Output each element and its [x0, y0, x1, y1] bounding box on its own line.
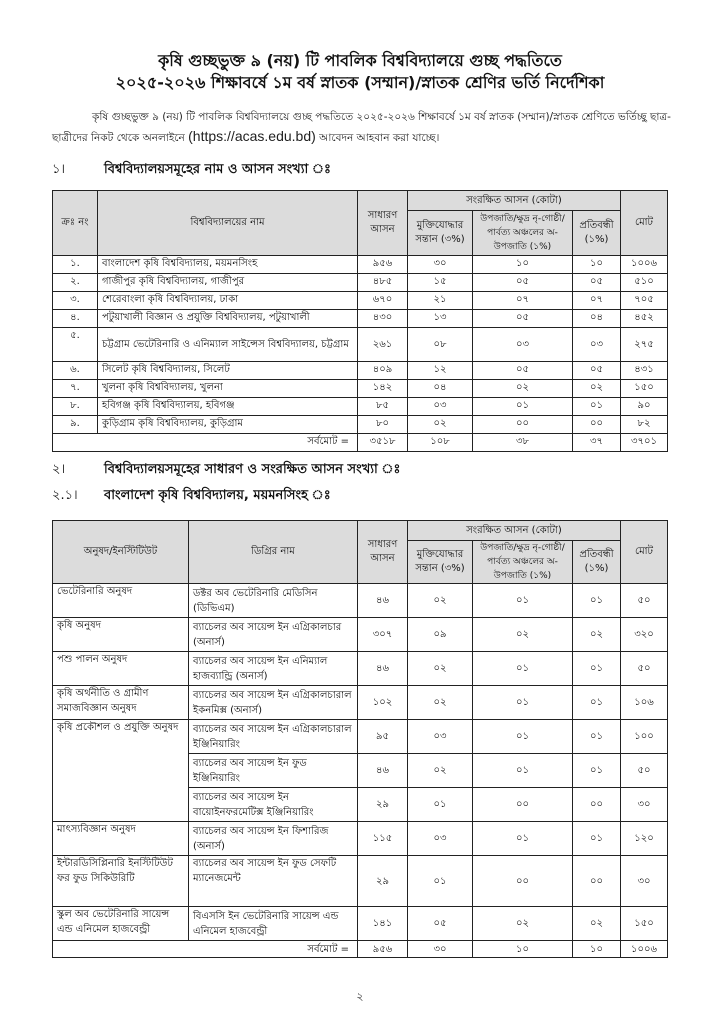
- header-freedom-fighter-quota: মুক্তিযোদ্ধার সন্তান (৩%): [408, 541, 473, 584]
- cell-ethnic: ০৫: [473, 362, 573, 380]
- cell-serial: ১.: [53, 256, 98, 274]
- header-degree: ডিগ্রির নাম: [189, 521, 358, 584]
- cell-faculty: ইন্টারডিসিপ্লিনারি ইনস্টিটিউট ফর ফুড সিকিউরিটি: [53, 856, 189, 907]
- cell-freedom-fighter: ০২: [408, 652, 473, 686]
- cell-freedom-fighter: ০২: [408, 686, 473, 720]
- table-row: [53, 686, 668, 720]
- cell-serial: ৬.: [53, 362, 98, 380]
- total-total: ১০০৬: [621, 941, 668, 958]
- cell-degree: ব্যাচেলর অব সায়েন্স ইন এগ্রিকালচার (অনার্স): [189, 618, 358, 652]
- cell-disabled: ০১: [573, 822, 621, 856]
- cell-university-name: খুলনা কৃষি বিশ্ববিদ্যালয়, খুলনা: [98, 380, 358, 398]
- cell-degree: ডক্টর অব ভেটেরিনারি মেডিসিন (ডিভিএম): [189, 584, 358, 618]
- header-general-seats: সাধারণ আসন: [358, 521, 408, 584]
- intro-text-end: আবেদন আহবান করা যাচ্ছে।: [319, 132, 440, 144]
- cell-total: ১৫০: [621, 907, 668, 941]
- total-label: সর্বমোট =: [53, 941, 358, 958]
- cell-total: ৫১০: [621, 274, 668, 292]
- cell-disabled: ০০: [573, 788, 621, 822]
- cell-ethnic: ০১: [473, 652, 573, 686]
- table-row: [53, 398, 668, 416]
- header-disabled-quota: প্রতিবন্ধী (১%): [573, 211, 621, 256]
- cell-degree: বিএসসি ইন ভেটেরিনারি সায়েন্স এন্ড এনিমেল হাজবেন্ড্রী: [189, 907, 358, 941]
- cell-ethnic: ০০: [473, 856, 573, 907]
- header-reserved-seats: সংরক্ষিত আসন (কোটা): [408, 191, 621, 211]
- cell-disabled: ০২: [573, 618, 621, 652]
- section-number: ২.১।: [52, 488, 78, 503]
- cell-serial: ৩.: [53, 292, 98, 310]
- cell-general: ৪৬: [358, 584, 408, 618]
- cell-degree: ব্যাচেলর অব সায়েন্স ইন ফুড সেফটি ম্যানেজমেন্ট: [189, 856, 358, 907]
- total-ethnic: ১০: [473, 941, 573, 958]
- table-row: [53, 328, 668, 362]
- cell-ethnic: ০১: [473, 584, 573, 618]
- table-row: [53, 380, 668, 398]
- cell-general: ১৪১: [358, 907, 408, 941]
- cell-degree: ব্যাচেলর অব সায়েন্স ইন ফুড ইঞ্জিনিয়ারিং: [189, 754, 358, 788]
- bau-faculty-seats-table: [52, 520, 668, 958]
- cell-university-name: হবিগঞ্জ কৃষি বিশ্ববিদ্যালয়, হবিগঞ্জ: [98, 398, 358, 416]
- cell-university-name: সিলেট কৃষি বিশ্ববিদ্যালয়, সিলেট: [98, 362, 358, 380]
- cell-disabled: ০৩: [573, 328, 621, 362]
- cell-serial: ৮.: [53, 398, 98, 416]
- header-reserved-seats: সংরক্ষিত আসন (কোটা): [408, 521, 621, 541]
- cell-degree: ব্যাচেলর অব সায়েন্স ইন এগ্রিকালচারাল ইকনমিক্স (অনার্স): [189, 686, 358, 720]
- cell-total: ৯০: [621, 398, 668, 416]
- total-row: [53, 941, 668, 958]
- intro-text: কৃষি গুচ্ছভুক্ত ৯ (নয়) টি পাবলিক বিশ্ববিদ্যালয়ে গুচ্ছ পদ্ধতিতে ২০২৫-২০২৬ শিক্ষাবর্ষে ১ম বর্ষ স্নাতক (সম্মান)/স্নাতক শ্রেণিতে ভর্তিচ্ছু ছাত্র-ছাত্রীদের নিকট থেকে অনলাইনে: [52, 111, 671, 144]
- cell-general: ৩০৭: [358, 618, 408, 652]
- header-total: মোট: [621, 191, 668, 256]
- cell-general: ৪৩০: [358, 310, 408, 328]
- application-url-link[interactable]: (https://acas.edu.bd): [188, 128, 316, 144]
- cell-disabled: ০৭: [573, 292, 621, 310]
- cell-serial: ৭.: [53, 380, 98, 398]
- cell-degree: ব্যাচেলর অব সায়েন্স ইন বায়োইনফরমেটিক্স ইঞ্জিনিয়ারিং: [189, 788, 358, 822]
- cell-serial: ৯.: [53, 416, 98, 434]
- cell-serial: ৫.: [53, 328, 98, 362]
- intro-paragraph: [52, 108, 672, 148]
- cell-ethnic: ০২: [473, 907, 573, 941]
- cell-general: ৪৮৫: [358, 274, 408, 292]
- cell-total: ১২০: [621, 822, 668, 856]
- total-total: ৩৭০১: [621, 434, 668, 452]
- header-general-seats: সাধারণ আসন: [358, 191, 408, 256]
- cell-general: ২৯: [358, 788, 408, 822]
- cell-faculty: কৃষি অর্থনীতি ও গ্রামীণ সমাজবিজ্ঞান অনুষদ: [53, 686, 189, 720]
- table-row: [53, 292, 668, 310]
- table-row: [53, 856, 668, 907]
- cell-disabled: ১০: [573, 256, 621, 274]
- cell-general: ৪৬: [358, 754, 408, 788]
- cell-freedom-fighter: ১৩: [408, 310, 473, 328]
- section-2-heading: [52, 460, 401, 480]
- table-row: [53, 907, 668, 941]
- cell-freedom-fighter: ০৩: [408, 822, 473, 856]
- cell-university-name: চট্টগ্রাম ভেটেরিনারি ও এনিম্যাল সাইন্সেস বিশ্ববিদ্যালয়, চট্টগ্রাম: [98, 328, 358, 362]
- cell-total: ৭০৫: [621, 292, 668, 310]
- cell-disabled: ০১: [573, 584, 621, 618]
- header-ethnic-quota: উপজাতি/ক্ষুদ্র নৃ-গোষ্ঠী/ পার্বত্য অঞ্চলের অ-উপজাতি (১%): [473, 541, 573, 584]
- cell-general: ৯৫৬: [358, 256, 408, 274]
- cell-freedom-fighter: ১২: [408, 362, 473, 380]
- header-disabled-quota: প্রতিবন্ধী (১%): [573, 541, 621, 584]
- cell-freedom-fighter: ০২: [408, 416, 473, 434]
- cell-faculty: স্কুল অব ভেটেরিনারি সায়েন্স এন্ড এনিমেল হাজবেন্ড্রী: [53, 907, 189, 941]
- cell-freedom-fighter: ০৩: [408, 398, 473, 416]
- cell-ethnic: ০১: [473, 686, 573, 720]
- section-title: বিশ্ববিদ্যালয়সমূহের নাম ও আসন সংখ্যা ঃ: [104, 162, 331, 177]
- cell-general: ৬৭০: [358, 292, 408, 310]
- cell-total: ৪৩১: [621, 362, 668, 380]
- table-row: [53, 416, 668, 434]
- cell-university-name: কুড়িগ্রাম কৃষি বিশ্ববিদ্যালয়, কুড়িগ্রাম: [98, 416, 358, 434]
- cell-total: ১৫০: [621, 380, 668, 398]
- cell-general: ১০২: [358, 686, 408, 720]
- cell-freedom-fighter: ৩০: [408, 256, 473, 274]
- cell-university-name: গাজীপুর কৃষি বিশ্ববিদ্যালয়, গাজীপুর: [98, 274, 358, 292]
- cell-faculty: কৃষি অনুষদ: [53, 618, 189, 652]
- document-title-line-2: ২০২৫-২০২৬ শিক্ষাবর্ষে ১ম বর্ষ স্নাতক (সম্মান)/স্নাতক শ্রেণির ভর্তি নির্দেশিকা: [115, 73, 605, 92]
- cell-general: ৪৬: [358, 652, 408, 686]
- cell-ethnic: ০৭: [473, 292, 573, 310]
- cell-ethnic: ০১: [473, 754, 573, 788]
- cell-freedom-fighter: ০৮: [408, 328, 473, 362]
- cell-freedom-fighter: ০২: [408, 584, 473, 618]
- cell-university-name: পটুয়াখালী বিজ্ঞান ও প্রযুক্তি বিশ্ববিদ্যালয়, পটুয়াখালী: [98, 310, 358, 328]
- cell-degree: ব্যাচেলর অব সায়েন্স ইন ফিশারিজ (অনার্স): [189, 822, 358, 856]
- cell-serial: ২.: [53, 274, 98, 292]
- header-faculty: অনুষদ/ইনস্টিটিউট: [53, 521, 189, 584]
- cell-disabled: ০২: [573, 380, 621, 398]
- cell-disabled: ০১: [573, 686, 621, 720]
- cell-freedom-fighter: ০১: [408, 788, 473, 822]
- total-row: [53, 434, 668, 452]
- cell-disabled: ০১: [573, 652, 621, 686]
- cell-university-name: শেরেবাংলা কৃষি বিশ্ববিদ্যালয়, ঢাকা: [98, 292, 358, 310]
- cell-faculty: কৃষি প্রকৌশল ও প্রযুক্তি অনুষদ: [53, 720, 189, 822]
- document-title-line-1: কৃষি গুচ্ছভুক্ত ৯ (নয়) টি পাবলিক বিশ্ববিদ্যালয়ে গুচ্ছ পদ্ধতিতে: [158, 51, 562, 70]
- cell-total: ৩২০: [621, 618, 668, 652]
- cell-disabled: ০১: [573, 754, 621, 788]
- cell-general: ৯৫: [358, 720, 408, 754]
- total-label: সর্বমোট =: [53, 434, 358, 452]
- cell-total: ২৭৫: [621, 328, 668, 362]
- cell-total: ৫০: [621, 584, 668, 618]
- cell-faculty: মাৎস্যবিজ্ঞান অনুষদ: [53, 822, 189, 856]
- cell-ethnic: ০১: [473, 822, 573, 856]
- table-row: [53, 256, 668, 274]
- table-row: [53, 720, 668, 754]
- cell-freedom-fighter: ০৪: [408, 380, 473, 398]
- cell-ethnic: ০২: [473, 618, 573, 652]
- cell-faculty: পশু পালন অনুষদ: [53, 652, 189, 686]
- cell-general: ২৯: [358, 856, 408, 907]
- page-number: ২: [356, 990, 364, 1003]
- cell-general: ৮০: [358, 416, 408, 434]
- cell-total: ১০০৬: [621, 256, 668, 274]
- total-disabled: ১০: [573, 941, 621, 958]
- table-row: [53, 822, 668, 856]
- total-general: ৯৫৬: [358, 941, 408, 958]
- table-row: [53, 274, 668, 292]
- header-freedom-fighter-quota: মুক্তিযোদ্ধার সন্তান (৩%): [408, 211, 473, 256]
- section-number: ২।: [52, 462, 66, 477]
- cell-total: ৩০: [621, 856, 668, 907]
- total-general: ৩৫১৮: [358, 434, 408, 452]
- cell-total: ৮২: [621, 416, 668, 434]
- cell-general: ৪০৯: [358, 362, 408, 380]
- cell-freedom-fighter: ০১: [408, 856, 473, 907]
- cell-total: ৫০: [621, 652, 668, 686]
- cell-ethnic: ০৫: [473, 274, 573, 292]
- cell-serial: ৪.: [53, 310, 98, 328]
- cell-ethnic: ০৫: [473, 310, 573, 328]
- table-row: [53, 618, 668, 652]
- cell-total: ৫০: [621, 754, 668, 788]
- cell-disabled: ০২: [573, 907, 621, 941]
- cell-total: ১০৬: [621, 686, 668, 720]
- cell-disabled: ০০: [573, 416, 621, 434]
- table-row: [53, 652, 668, 686]
- cell-degree: ব্যাচেলর অব সায়েন্স ইন এগ্রিকালচারাল ইঞ্জিনিয়ারিং: [189, 720, 358, 754]
- total-freedom-fighter: ৩০: [408, 941, 473, 958]
- cell-general: ২৬১: [358, 328, 408, 362]
- cell-total: ৪৫২: [621, 310, 668, 328]
- cell-ethnic: ০১: [473, 398, 573, 416]
- cell-ethnic: ০১: [473, 720, 573, 754]
- header-university-name: বিশ্ববিদ্যালয়ের নাম: [98, 191, 358, 256]
- section-1-heading: [52, 160, 331, 180]
- cell-general: ১১৫: [358, 822, 408, 856]
- cell-freedom-fighter: ০৯: [408, 618, 473, 652]
- section-2-1-heading: [52, 486, 331, 506]
- cell-total: ৩০: [621, 788, 668, 822]
- cell-ethnic: ০০: [473, 416, 573, 434]
- cell-disabled: ০৫: [573, 362, 621, 380]
- cell-ethnic: ০২: [473, 380, 573, 398]
- cell-ethnic: ১০: [473, 256, 573, 274]
- cell-degree: ব্যাচেলর অব সায়েন্স ইন এনিম্যাল হাজব্যান্ড্রি (অনার্স): [189, 652, 358, 686]
- cell-disabled: ০০: [573, 856, 621, 907]
- header-total: মোট: [621, 521, 668, 584]
- cell-freedom-fighter: ০৫: [408, 907, 473, 941]
- cell-disabled: ০১: [573, 720, 621, 754]
- header-ethnic-quota: উপজাতি/ক্ষুদ্র নৃ-গোষ্ঠী/ পার্বত্য অঞ্চলের অ-উপজাতি (১%): [473, 211, 573, 256]
- cell-total: ১০০: [621, 720, 668, 754]
- university-seats-table: [52, 190, 668, 452]
- cell-ethnic: ০০: [473, 788, 573, 822]
- cell-university-name: বাংলাদেশ কৃষি বিশ্ববিদ্যালয়, ময়মনসিংহ: [98, 256, 358, 274]
- cell-disabled: ০৪: [573, 310, 621, 328]
- total-ethnic: ৩৮: [473, 434, 573, 452]
- cell-general: ১৪২: [358, 380, 408, 398]
- table-row: [53, 310, 668, 328]
- total-disabled: ৩৭: [573, 434, 621, 452]
- total-freedom-fighter: ১০৮: [408, 434, 473, 452]
- table-row: [53, 584, 668, 618]
- section-number: ১।: [52, 162, 66, 177]
- cell-disabled: ০১: [573, 398, 621, 416]
- cell-ethnic: ০৩: [473, 328, 573, 362]
- cell-freedom-fighter: ১৫: [408, 274, 473, 292]
- cell-general: ৮৫: [358, 398, 408, 416]
- cell-freedom-fighter: ০২: [408, 754, 473, 788]
- cell-freedom-fighter: ২১: [408, 292, 473, 310]
- cell-disabled: ০৫: [573, 274, 621, 292]
- section-title: বাংলাদেশ কৃষি বিশ্ববিদ্যালয়, ময়মনসিংহ ঃ: [104, 488, 331, 503]
- section-title: বিশ্ববিদ্যালয়সমূহের সাধারণ ও সংরক্ষিত আসন সংখ্যা ঃ: [104, 462, 401, 477]
- table-row: [53, 362, 668, 380]
- cell-faculty: ভেটেরিনারি অনুষদ: [53, 584, 189, 618]
- header-serial: ক্রঃ নং: [53, 191, 98, 256]
- cell-freedom-fighter: ০৩: [408, 720, 473, 754]
